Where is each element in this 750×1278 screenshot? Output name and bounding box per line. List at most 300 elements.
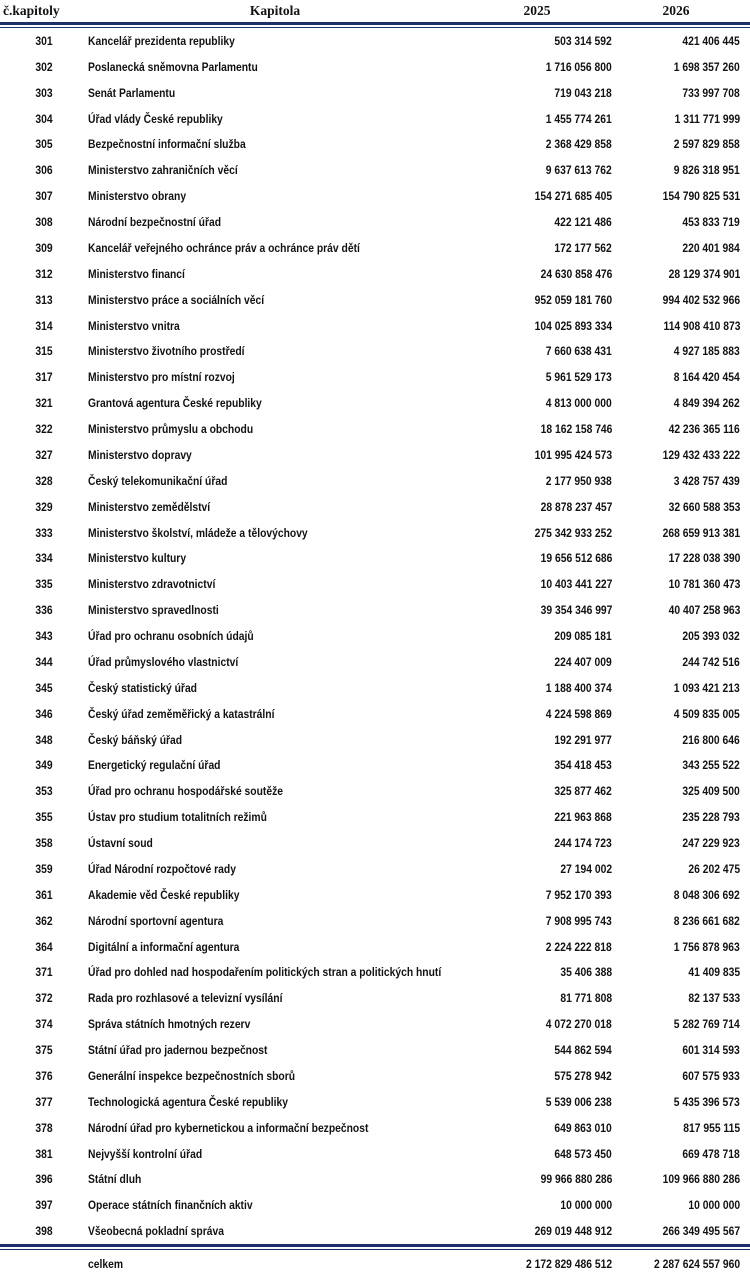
chapter-name: Akademie věd České republiky — [88, 887, 240, 902]
chapter-number-cell — [0, 86, 88, 100]
value-2025: 9 637 613 762 — [545, 163, 612, 178]
chapter-number: 374 — [35, 1017, 53, 1032]
value-2026: 41 409 835 — [688, 965, 740, 980]
value-2025: 28 878 237 457 — [540, 499, 612, 514]
value-2025-cell — [462, 319, 612, 333]
value-2025: 648 573 450 — [554, 1146, 612, 1161]
chapter-number: 355 — [35, 810, 53, 825]
chapter-number: 345 — [35, 680, 53, 695]
chapter-number-cell — [0, 396, 88, 410]
chapter-name-cell — [88, 784, 462, 798]
chapter-number: 346 — [35, 706, 53, 721]
chapter-name: Technologická agentura České republiky — [88, 1094, 288, 1109]
chapter-name-cell — [88, 991, 462, 1005]
chapter-name-cell — [88, 836, 462, 850]
chapter-name-cell — [88, 86, 462, 100]
chapter-name-cell — [88, 215, 462, 229]
value-2026-cell — [612, 733, 740, 747]
chapter-number: 372 — [35, 991, 53, 1006]
table-row — [0, 54, 750, 80]
value-2025-cell — [462, 991, 612, 1005]
value-2025-cell — [462, 163, 612, 177]
value-2026-cell — [612, 60, 740, 74]
value-2026-cell — [612, 758, 740, 772]
chapter-name-cell — [88, 577, 462, 591]
chapter-name: Ministerstvo dopravy — [88, 447, 192, 462]
chapter-name-cell — [88, 267, 462, 281]
value-2025-cell — [462, 733, 612, 747]
chapter-number-cell — [0, 965, 88, 979]
table-row — [0, 727, 750, 753]
value-2026-cell — [612, 629, 740, 643]
value-2025: 104 025 893 334 — [534, 318, 612, 333]
table-row — [0, 209, 750, 235]
value-2026: 220 401 984 — [682, 240, 740, 255]
value-2025: 269 019 448 912 — [534, 1224, 612, 1239]
value-2026-cell — [612, 86, 740, 100]
chapter-name: Kancelář prezidenta republiky — [88, 33, 235, 48]
chapter-number: 305 — [35, 137, 53, 152]
table-row — [0, 520, 750, 546]
value-2025-cell — [462, 655, 612, 669]
value-2025: 1 455 774 261 — [545, 111, 612, 126]
value-2026: 4 849 394 262 — [673, 396, 740, 411]
value-2025-cell — [462, 396, 612, 410]
chapter-name-cell — [88, 293, 462, 307]
chapter-number-cell — [0, 319, 88, 333]
value-2025-cell — [462, 1224, 612, 1238]
total-2025-cell — [462, 1257, 612, 1271]
value-2026: 994 402 532 966 — [662, 292, 740, 307]
chapter-name: Národní úřad pro kybernetickou a informační bezpečnost — [88, 1120, 369, 1135]
chapter-name: Operace státních finančních aktiv — [88, 1198, 253, 1213]
chapter-number-cell — [0, 112, 88, 126]
value-2025-cell — [462, 784, 612, 798]
value-2025: 18 162 158 746 — [540, 422, 612, 437]
chapter-name: Úřad Národní rozpočtové rady — [88, 861, 236, 876]
chapter-name: Digitální a informační agentura — [88, 939, 240, 954]
value-2026-cell — [612, 1069, 740, 1083]
value-2026-cell — [612, 267, 740, 281]
chapter-number-cell — [0, 707, 88, 721]
chapter-number-cell — [0, 758, 88, 772]
value-2025: 99 966 880 286 — [540, 1172, 612, 1187]
chapter-number-cell — [0, 241, 88, 255]
table-row — [0, 183, 750, 209]
value-2026-cell — [612, 1224, 740, 1238]
chapter-number-cell — [0, 1121, 88, 1135]
table-row — [0, 80, 750, 106]
value-2026-cell — [612, 189, 740, 203]
value-2026: 9 826 318 951 — [673, 163, 740, 178]
chapter-number: 333 — [35, 525, 53, 540]
chapter-name-cell — [88, 733, 462, 747]
chapter-number-cell — [0, 940, 88, 954]
value-2025-cell — [462, 448, 612, 462]
chapter-name-cell — [88, 137, 462, 151]
chapter-number-cell — [0, 422, 88, 436]
total-value-2026: 2 287 624 557 960 — [653, 1257, 740, 1271]
table-row — [0, 649, 750, 675]
value-2026: 244 742 516 — [682, 654, 740, 669]
value-2026-cell — [612, 551, 740, 565]
chapter-name-cell — [88, 655, 462, 669]
value-2026: 8 164 420 454 — [673, 370, 740, 385]
value-2026-cell — [612, 215, 740, 229]
chapter-name: Český báňský úřad — [88, 732, 183, 747]
chapter-number-cell — [0, 344, 88, 358]
value-2026: 268 659 913 381 — [662, 525, 740, 540]
value-2025-cell — [462, 526, 612, 540]
chapter-number-cell — [0, 1224, 88, 1238]
chapter-name: Ústav pro studium totalitních režimů — [88, 810, 267, 825]
chapter-number: 353 — [35, 784, 53, 799]
total-row — [0, 1250, 750, 1278]
chapter-number: 349 — [35, 758, 53, 773]
chapter-name-cell — [88, 241, 462, 255]
value-2025: 4 072 270 018 — [545, 1017, 612, 1032]
value-2026-cell — [612, 293, 740, 307]
chapter-number: 364 — [35, 939, 53, 954]
value-2025: 224 407 009 — [554, 654, 612, 669]
chapter-name: Český statistický úřad — [88, 680, 197, 695]
chapter-name-cell — [88, 60, 462, 74]
chapter-number: 322 — [35, 422, 53, 437]
value-2026: 5 282 769 714 — [673, 1017, 740, 1032]
value-2025-cell — [462, 1095, 612, 1109]
chapter-number: 359 — [35, 861, 53, 876]
chapter-number: 375 — [35, 1043, 53, 1058]
chapter-name-cell — [88, 1147, 462, 1161]
value-2025-cell — [462, 681, 612, 695]
chapter-number-cell — [0, 448, 88, 462]
value-2025: 81 771 808 — [560, 991, 612, 1006]
chapter-name-cell — [88, 707, 462, 721]
chapter-number-cell — [0, 836, 88, 850]
table-row — [0, 1063, 750, 1089]
chapter-number-cell — [0, 551, 88, 565]
table-row — [0, 339, 750, 365]
value-2026-cell — [612, 862, 740, 876]
value-2026: 8 048 306 692 — [673, 887, 740, 902]
value-2026-cell — [612, 784, 740, 798]
chapter-number-cell — [0, 888, 88, 902]
chapter-number: 308 — [35, 215, 53, 230]
chapter-number: 301 — [35, 33, 53, 48]
value-2026: 343 255 522 — [682, 758, 740, 773]
chapter-name: Správa státních hmotných rezerv — [88, 1017, 251, 1032]
value-2026-cell — [612, 526, 740, 540]
value-2026: 325 409 500 — [682, 784, 740, 799]
chapter-number-cell — [0, 991, 88, 1005]
value-2025: 503 314 592 — [554, 33, 612, 48]
chapter-name: Ministerstvo životního prostředí — [88, 344, 245, 359]
value-2026-cell — [612, 836, 740, 850]
value-2025: 649 863 010 — [554, 1120, 612, 1135]
chapter-number-cell — [0, 810, 88, 824]
value-2025: 24 630 858 476 — [540, 266, 612, 281]
table-row — [0, 571, 750, 597]
chapter-number-cell — [0, 1172, 88, 1186]
chapter-number: 329 — [35, 499, 53, 514]
chapter-name-cell — [88, 474, 462, 488]
chapter-number: 361 — [35, 887, 53, 902]
table-row — [0, 1115, 750, 1141]
value-2025-cell — [462, 577, 612, 591]
chapter-name: Poslanecká sněmovna Parlamentu — [88, 59, 258, 74]
chapter-number-cell — [0, 474, 88, 488]
value-2025-cell — [462, 707, 612, 721]
value-2025-cell — [462, 422, 612, 436]
chapter-name-cell — [88, 965, 462, 979]
chapter-name-cell — [88, 1017, 462, 1031]
value-2026-cell — [612, 34, 740, 48]
chapter-number: 314 — [35, 318, 53, 333]
table-row — [0, 908, 750, 934]
chapter-number-cell — [0, 1069, 88, 1083]
value-2026: 733 997 708 — [682, 85, 740, 100]
chapter-number: 309 — [35, 240, 53, 255]
chapter-number: 313 — [35, 292, 53, 307]
value-2026: 607 575 933 — [682, 1068, 740, 1083]
value-2026-cell — [612, 344, 740, 358]
value-2026: 10 781 360 473 — [668, 577, 740, 592]
value-2026-cell — [612, 888, 740, 902]
chapter-number-cell — [0, 267, 88, 281]
value-2025: 5 539 006 238 — [545, 1094, 612, 1109]
chapter-name-cell — [88, 500, 462, 514]
value-2025-cell — [462, 267, 612, 281]
value-2026: 1 756 878 963 — [673, 939, 740, 954]
value-2025-cell — [462, 888, 612, 902]
table-body — [0, 28, 750, 1244]
value-2025: 209 085 181 — [554, 629, 612, 644]
value-2026-cell — [612, 370, 740, 384]
chapter-number: 315 — [35, 344, 53, 359]
value-2025-cell — [462, 836, 612, 850]
table-row — [0, 364, 750, 390]
value-2025: 5 961 529 173 — [545, 370, 612, 385]
value-2026-cell — [612, 810, 740, 824]
table-row — [0, 157, 750, 183]
value-2025: 354 418 453 — [554, 758, 612, 773]
table-row — [0, 804, 750, 830]
value-2026: 82 137 533 — [688, 991, 740, 1006]
value-2026-cell — [612, 319, 740, 333]
value-2026-cell — [612, 940, 740, 954]
chapter-name-cell — [88, 112, 462, 126]
value-2026: 216 800 646 — [682, 732, 740, 747]
table-row — [0, 778, 750, 804]
value-2026: 4 927 185 883 — [673, 344, 740, 359]
table-row — [0, 1089, 750, 1115]
chapter-name: Rada pro rozhlasové a televizní vysílání — [88, 991, 283, 1006]
table-row — [0, 701, 750, 727]
chapter-number-cell — [0, 189, 88, 203]
value-2026: 266 349 495 567 — [662, 1224, 740, 1239]
chapter-number-cell — [0, 215, 88, 229]
value-2025: 10 403 441 227 — [540, 577, 612, 592]
chapter-name: Ministerstvo pro místní rozvoj — [88, 370, 235, 385]
value-2025-cell — [462, 1172, 612, 1186]
chapter-number: 306 — [35, 163, 53, 178]
table-row — [0, 1167, 750, 1193]
chapter-number: 396 — [35, 1172, 53, 1187]
chapter-number-cell — [0, 733, 88, 747]
table-row — [0, 1218, 750, 1244]
value-2025: 7 952 170 393 — [545, 887, 612, 902]
total-2026-cell — [612, 1257, 740, 1271]
chapter-name-cell — [88, 1172, 462, 1186]
table-row — [0, 1011, 750, 1037]
chapter-number: 336 — [35, 603, 53, 618]
value-2026: 114 908 410 873 — [663, 318, 740, 333]
chapter-number-cell — [0, 655, 88, 669]
chapter-name: Český úřad zeměměřický a katastrální — [88, 706, 275, 721]
value-2025-cell — [462, 629, 612, 643]
chapter-number: 371 — [35, 965, 53, 980]
chapter-number-cell — [0, 1095, 88, 1109]
chapter-name: Ministerstvo obrany — [88, 189, 187, 204]
chapter-name-cell — [88, 862, 462, 876]
value-2026-cell — [612, 448, 740, 462]
table-row — [0, 468, 750, 494]
value-2025-cell — [462, 551, 612, 565]
value-2025: 192 291 977 — [554, 732, 612, 747]
chapter-name: Ministerstvo školství, mládeže a tělovýchovy — [88, 525, 308, 540]
chapter-number: 317 — [35, 370, 53, 385]
value-2026: 453 833 719 — [682, 215, 740, 230]
table-row — [0, 416, 750, 442]
value-2026-cell — [612, 1095, 740, 1109]
chapter-name-cell — [88, 1043, 462, 1057]
chapter-number: 327 — [35, 447, 53, 462]
value-2026-cell — [612, 603, 740, 617]
chapter-name: Český telekomunikační úřad — [88, 473, 228, 488]
value-2026-cell — [612, 655, 740, 669]
table-row — [0, 132, 750, 158]
total-label: celkem — [88, 1257, 124, 1271]
value-2026: 1 698 357 260 — [673, 59, 740, 74]
value-2026-cell — [612, 112, 740, 126]
value-2026-cell — [612, 396, 740, 410]
value-2026: 109 966 880 286 — [662, 1172, 740, 1187]
chapter-name: Ministerstvo práce a sociálních věcí — [88, 292, 265, 307]
chapter-number-cell — [0, 1147, 88, 1161]
value-2025: 35 406 388 — [560, 965, 612, 980]
value-2026: 1 311 771 999 — [674, 111, 740, 126]
value-2026: 205 393 032 — [682, 629, 740, 644]
value-2026: 154 790 825 531 — [662, 189, 740, 204]
value-2025: 39 354 346 997 — [540, 603, 612, 618]
table-row — [0, 1192, 750, 1218]
table-row — [0, 960, 750, 986]
chapter-name-cell — [88, 1095, 462, 1109]
value-2025-cell — [462, 1121, 612, 1135]
chapter-number-cell — [0, 577, 88, 591]
value-2026: 601 314 593 — [682, 1043, 740, 1058]
value-2025-cell — [462, 60, 612, 74]
chapter-name-cell — [88, 681, 462, 695]
chapter-name-cell — [88, 163, 462, 177]
value-2025-cell — [462, 862, 612, 876]
chapter-name: Národní bezpečnostní úřad — [88, 215, 222, 230]
chapter-number-cell — [0, 1043, 88, 1057]
chapter-name-cell — [88, 34, 462, 48]
table-row — [0, 106, 750, 132]
chapter-number: 321 — [35, 396, 53, 411]
chapter-name: Ministerstvo spravedlnosti — [88, 603, 219, 618]
table-row — [0, 753, 750, 779]
chapter-number: 304 — [35, 111, 53, 126]
value-2025: 952 059 181 760 — [534, 292, 612, 307]
chapter-name-cell — [88, 603, 462, 617]
chapter-name: Ústavní soud — [88, 836, 153, 851]
chapter-number-cell — [0, 526, 88, 540]
chapter-name-cell — [88, 914, 462, 928]
chapter-name-cell — [88, 1069, 462, 1083]
chapter-name: Úřad pro ochranu osobních údajů — [88, 629, 254, 644]
chapter-name-cell — [88, 758, 462, 772]
value-2026: 235 228 793 — [682, 810, 740, 825]
chapter-number-cell — [0, 137, 88, 151]
value-2025: 221 963 868 — [554, 810, 612, 825]
value-2025: 7 908 995 743 — [545, 913, 612, 928]
value-2025-cell — [462, 810, 612, 824]
chapter-name-cell — [88, 422, 462, 436]
chapter-name-cell — [88, 319, 462, 333]
value-2025-cell — [462, 112, 612, 126]
chapter-name: Generální inspekce bezpečnostních sborů — [88, 1068, 296, 1083]
chapter-number-cell — [0, 914, 88, 928]
chapter-number: 335 — [35, 577, 53, 592]
chapter-name: Kancelář veřejného ochránce práv a ochránce práv dětí — [88, 240, 360, 255]
value-2025: 1 188 400 374 — [545, 680, 612, 695]
chapter-number-cell — [0, 862, 88, 876]
col-header-chapter-no: č.kapitoly — [3, 3, 60, 18]
chapter-number: 328 — [35, 473, 53, 488]
value-2025: 1 716 056 800 — [545, 59, 612, 74]
value-2026-cell — [612, 1147, 740, 1161]
chapter-number: 362 — [35, 913, 53, 928]
chapter-name: Energetický regulační úřad — [88, 758, 221, 773]
table-row — [0, 235, 750, 261]
value-2025-cell — [462, 1198, 612, 1212]
chapter-number-cell — [0, 629, 88, 643]
table-row — [0, 390, 750, 416]
table-row — [0, 313, 750, 339]
value-2025-cell — [462, 474, 612, 488]
value-2025-cell — [462, 370, 612, 384]
chapter-name-cell — [88, 370, 462, 384]
chapter-name: Senát Parlamentu — [88, 85, 176, 100]
chapter-name-cell — [88, 189, 462, 203]
value-2025: 4 813 000 000 — [545, 396, 612, 411]
value-2026: 3 428 757 439 — [673, 473, 740, 488]
value-2026-cell — [612, 137, 740, 151]
value-2026-cell — [612, 163, 740, 177]
chapter-number: 302 — [35, 59, 53, 74]
chapter-number: 378 — [35, 1120, 53, 1135]
col-header-2026: 2026 — [662, 3, 690, 18]
value-2026: 669 478 718 — [682, 1146, 740, 1161]
value-2025: 154 271 685 405 — [534, 189, 612, 204]
value-2026-cell — [612, 707, 740, 721]
chapter-number-cell — [0, 1017, 88, 1031]
chapter-name-cell — [88, 1121, 462, 1135]
value-2025: 575 278 942 — [554, 1068, 612, 1083]
value-2025: 4 224 598 869 — [545, 706, 612, 721]
